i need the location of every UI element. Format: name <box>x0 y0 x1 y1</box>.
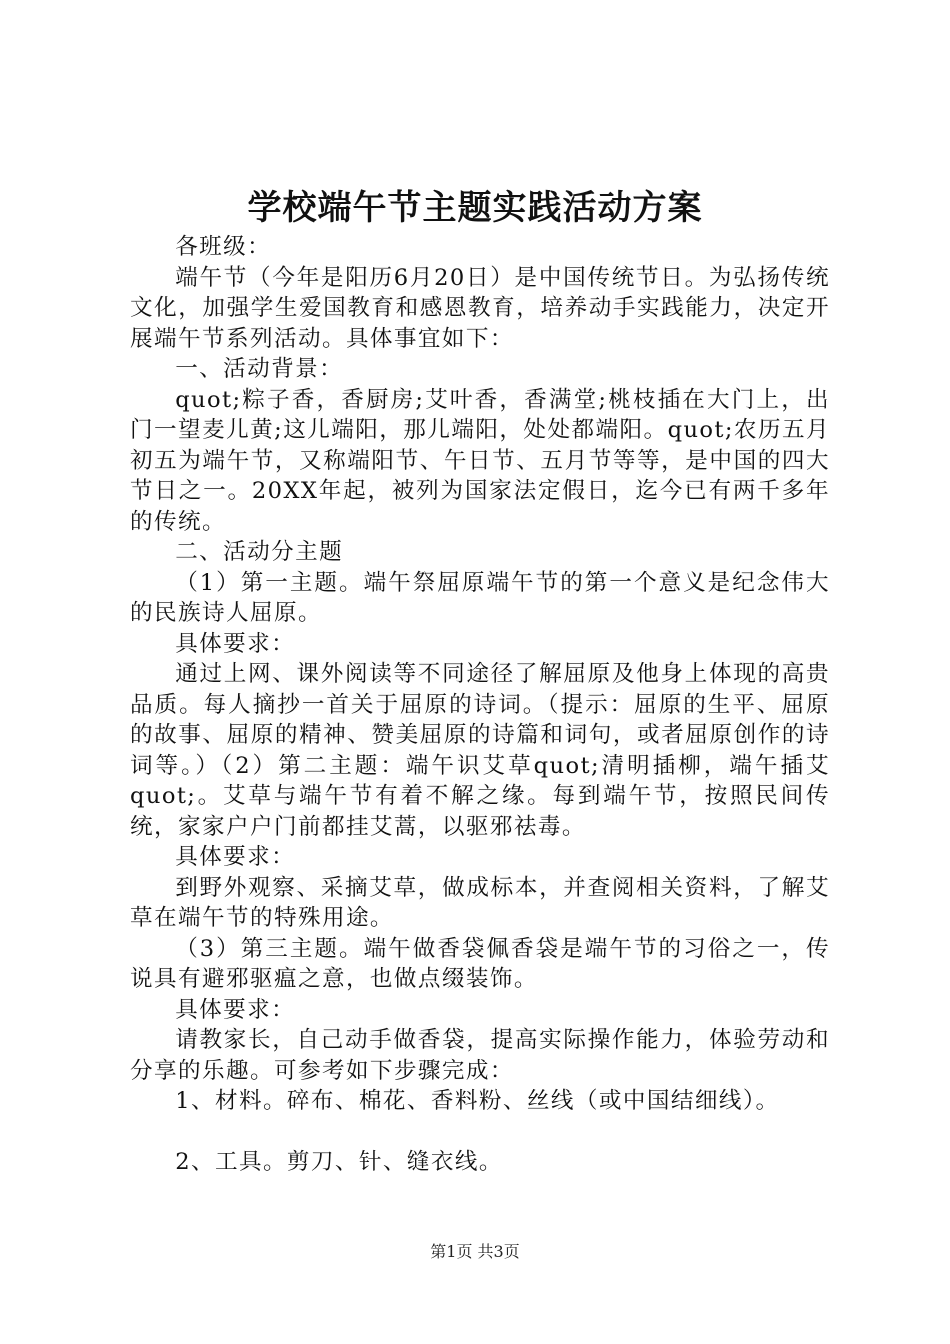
document-body <box>130 232 830 1177</box>
section-heading-background: 一、活动背景： <box>175 356 344 382</box>
requirements-label: 具体要求： <box>175 844 296 870</box>
salutation: 各班级： <box>175 234 272 260</box>
theme-three-requirements-paragraph: 请教家长，自己动手做香袋，提高实际操作能力，体验劳动和分享的乐趣。可参考如下步骤完成： <box>130 1027 830 1084</box>
intro-paragraph: 端午节（今年是阳历6月20日）是中国传统节日。为弘扬传统文化，加强学生爱国教育和感恩教育，培养动手实践能力，决定开展端午节系列活动。具体事宜如下： <box>130 264 830 352</box>
section-heading-themes: 二、活动分主题 <box>175 539 344 565</box>
step-tools: 2、工具。剪刀、针、缝衣线。 <box>175 1148 503 1175</box>
document-title: 学校端午节主题实践活动方案 <box>247 188 703 228</box>
theme-two-requirements-paragraph: 到野外观察、采摘艾草，做成标本，并查阅相关资料，了解艾草在端午节的特殊用途。 <box>130 874 830 931</box>
step-materials: 1、材料。碎布、棉花、香料粉、丝线（或中国结细线）。 <box>175 1088 780 1114</box>
background-paragraph: quot;粽子香，香厨房;艾叶香，香满堂;桃枝插在大门上，出门一望麦儿黄;这儿端阳，那儿端阳，处处都端阳。quot;农历五月初五为端午节，又称端阳节、午日节、五月节等等，是中国的四大节日之一。20XX年起，被列为国家法定假日，迄今已有两千多年的传统。 <box>130 386 830 535</box>
requirements-label: 具体要求： <box>175 630 296 657</box>
page-number-footer: 第1页 共3页 <box>430 1242 520 1261</box>
theme-one-paragraph: （1）第一主题。端午祭屈原端午节的第一个意义是纪念伟大的民族诗人屈原。 <box>130 569 830 626</box>
requirements-label: 具体要求： <box>175 996 296 1023</box>
theme-three-paragraph: （3）第三主题。端午做香袋佩香袋是端午节的习俗之一，传说具有避邪驱瘟之意，也做点缀装饰。 <box>130 935 830 992</box>
theme-one-requirements-paragraph: 通过上网、课外阅读等不同途径了解屈原及他身上体现的高贵品质。每人摘抄一首关于屈原的诗词。（提示：屈原的生平、屈原的故事、屈原的精神、赞美屈原的诗篇和词句，或者屈原创作的诗词等。）（2）第二主题：端午识艾草quot;清明插柳，端午插艾quot;。艾草与端午节有着不解之缘。每到端午节，按照民间传统，家家户户门前都挂艾蒿，以驱邪祛毒。 <box>130 661 830 840</box>
